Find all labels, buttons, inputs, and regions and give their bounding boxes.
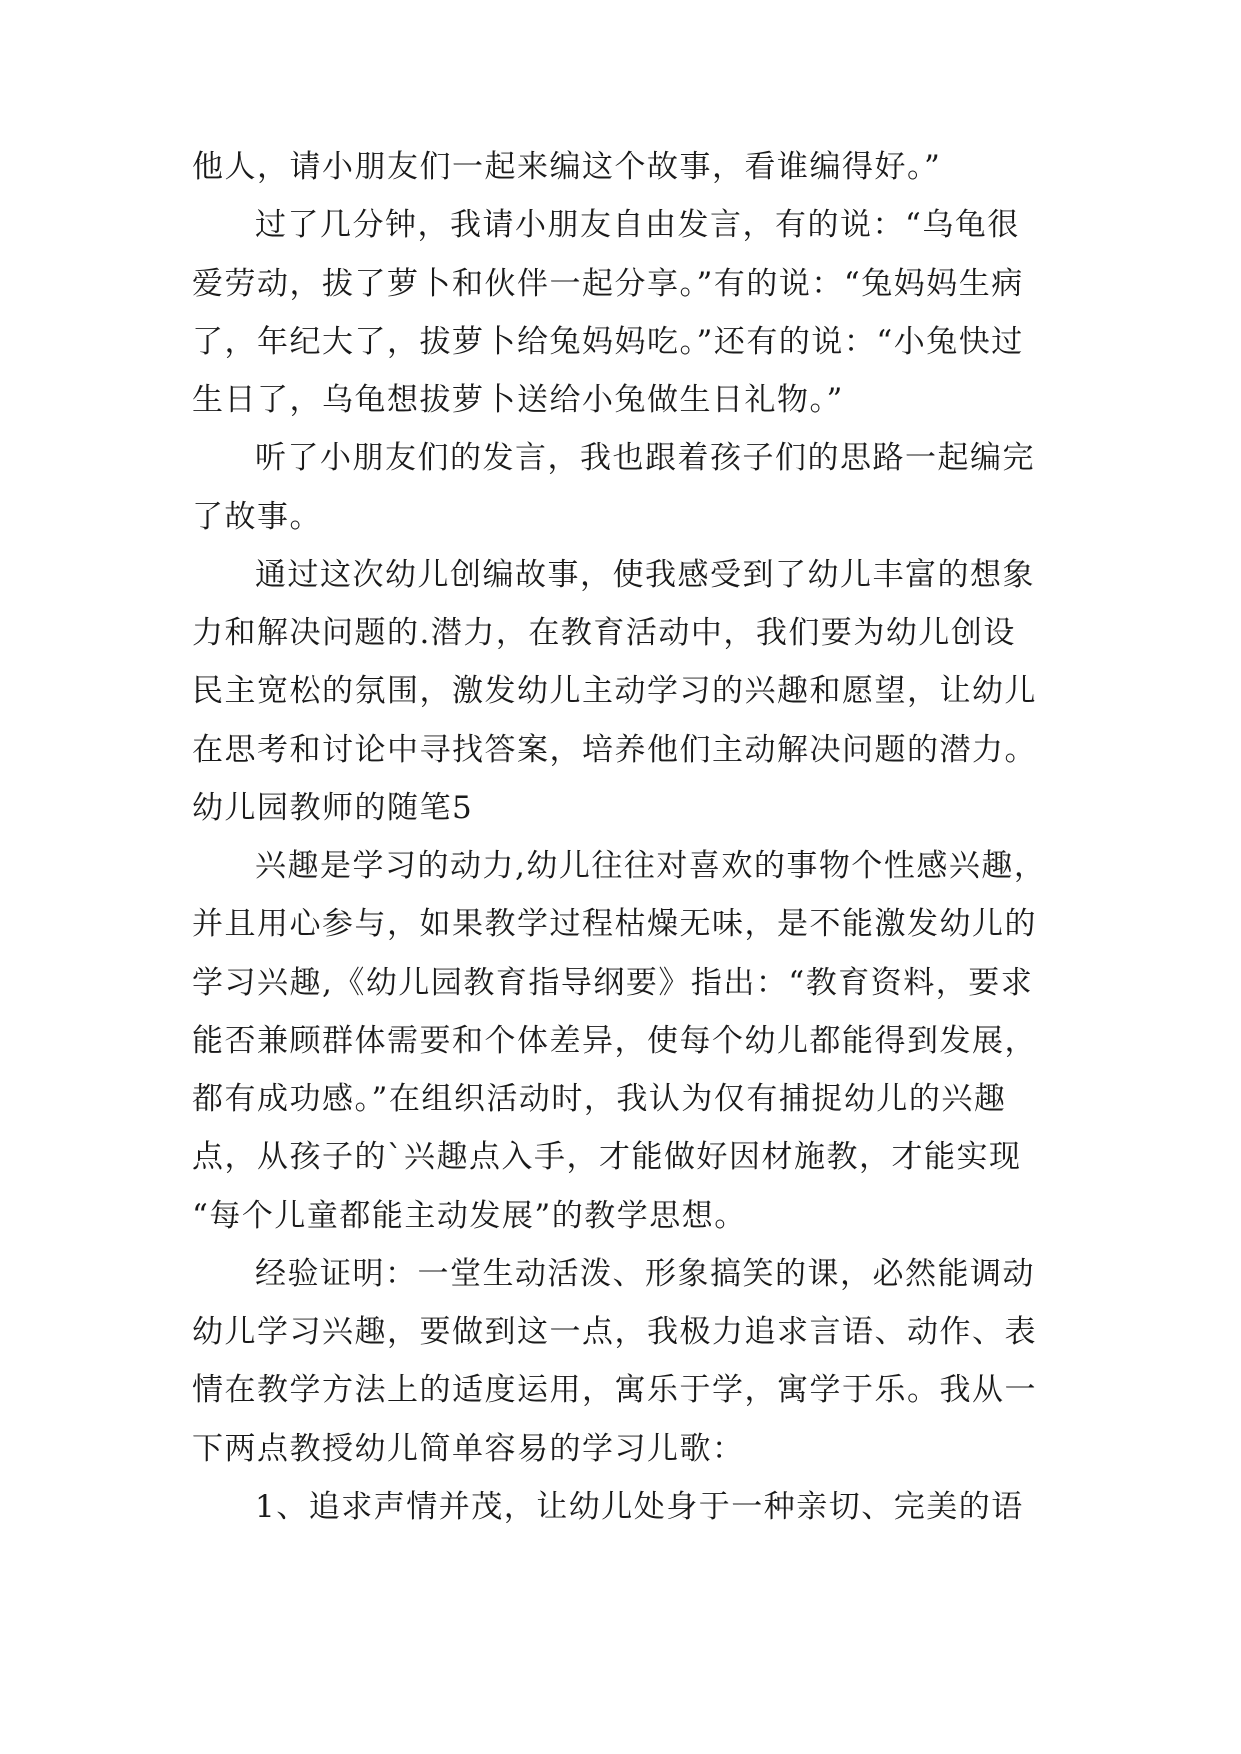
text-line: 能否兼顾群体需要和个体差异，使每个幼儿都能得到发展， xyxy=(192,1023,1037,1059)
text-line: 情在教学方法上的适度运用，寓乐于学，寓学于乐。我从一 xyxy=(192,1372,1037,1408)
text-line: 学习兴趣,《幼儿园教育指导纲要》指出：“教育资料，要求 xyxy=(192,965,1034,1001)
text-line: 通过这次幼儿创编故事，使我感受到了幼儿丰富的想象 xyxy=(255,557,1035,593)
text-line: 了故事。 xyxy=(192,499,322,535)
text-line: 了，年纪大了，拔萝卜给兔妈妈吃。”还有的说：“小兔快过 xyxy=(192,324,1024,360)
text-line: 兴趣是学习的动力,幼儿往往对喜欢的事物个性感兴趣， xyxy=(255,848,1047,884)
text-line: “每个儿童都能主动发展”的教学思想。 xyxy=(192,1198,747,1234)
text-line: 在思考和讨论中寻找答案，培养他们主动解决问题的潜力。 xyxy=(192,732,1037,768)
text-line: 力和解决问题的.潜力，在教育活动中，我们要为幼儿创设 xyxy=(192,615,1016,651)
text-line: 生日了，乌龟想拔萝卜送给小兔做生日礼物。” xyxy=(192,382,844,418)
text-line: 1、追求声情并茂，让幼儿处身于一种亲切、完美的语 xyxy=(255,1489,1024,1525)
text-line: 点，从孩子的`兴趣点入手，才能做好因材施教，才能实现 xyxy=(192,1139,1022,1175)
text-line: 都有成功感。”在组织活动时，我认为仅有捕捉幼儿的兴趣 xyxy=(192,1081,1007,1117)
text-line: 下两点教授幼儿简单容易的学习儿歌： xyxy=(192,1431,745,1467)
text-line: 经验证明：一堂生动活泼、形象搞笑的课，必然能调动 xyxy=(255,1256,1035,1292)
text-line: 爱劳动，拔了萝卜和伙伴一起分享。”有的说：“兔妈妈生病 xyxy=(192,266,1024,302)
text-line: 幼儿学习兴趣，要做到这一点，我极力追求言语、动作、表 xyxy=(192,1314,1037,1350)
text-line: 民主宽松的氛围，激发幼儿主动学习的兴趣和愿望，让幼儿 xyxy=(192,673,1037,709)
text-line: 听了小朋友们的发言，我也跟着孩子们的思路一起编完 xyxy=(255,440,1035,476)
text-line: 并且用心参与，如果教学过程枯燥无味，是不能激发幼儿的 xyxy=(192,906,1037,942)
section-heading: 幼儿园教师的随笔5 xyxy=(192,790,474,826)
text-line: 过了几分钟，我请小朋友自由发言，有的说：“乌龟很 xyxy=(255,207,1020,243)
text-line: 他人，请小朋友们一起来编这个故事，看谁编得好。” xyxy=(192,149,942,185)
